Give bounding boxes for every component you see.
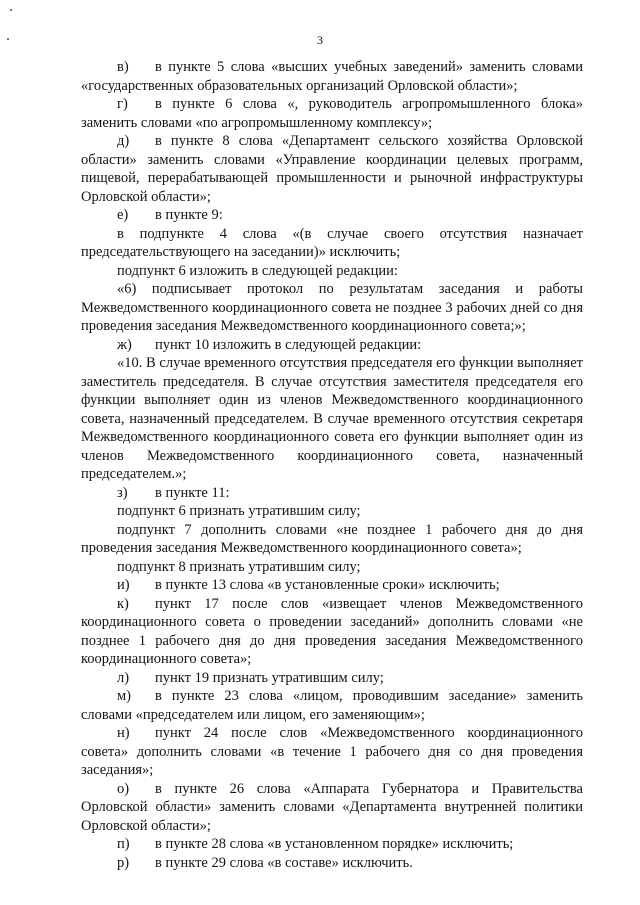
paragraph: подпункт 7 дополнить словами «не позднее 1 рабочего дня до дня проведения заседания Межведомственного координационного совета»; — [81, 521, 583, 556]
scan-speck — [10, 9, 12, 11]
list-item — [81, 854, 583, 873]
list-item — [81, 669, 583, 688]
item-text: в пункте 8 слова «Департамент сельского хозяйства Орловской области» заменить словами «Управление координации целевых программ, пищевой, перерабатывающей промышленности и рыночной инфраструктуры Орловской области»; — [81, 133, 583, 205]
list-item — [81, 687, 583, 724]
item-letter: л) — [117, 669, 130, 686]
list-item — [81, 58, 583, 95]
item-letter: г) — [117, 96, 128, 112]
list-item — [81, 206, 583, 225]
list-item — [81, 780, 583, 836]
list-item — [81, 336, 583, 355]
item-letter: е) — [117, 207, 129, 223]
item-text: в пункте 29 слова «в составе» исключить. — [155, 854, 413, 871]
item-text: пункт 19 признать утратившим силу; — [155, 669, 384, 686]
paragraph: подпункт 6 изложить в следующей редакции: — [117, 262, 398, 279]
item-letter: п) — [117, 836, 130, 852]
list-item — [81, 595, 583, 669]
page-number: 3 — [317, 33, 323, 47]
item-letter: м) — [117, 688, 132, 704]
list-item — [81, 576, 583, 595]
item-text: в пункте 11: — [155, 484, 230, 501]
list-item — [81, 484, 583, 503]
list-item — [81, 835, 583, 854]
paragraph: «6) подписывает протокол по результатам заседания и работы Межведомственного координационного совета не позднее 3 рабочих дней со дня проведения заседания Межведомственного координационного совета;»; — [81, 281, 583, 334]
item-letter: о) — [117, 780, 130, 797]
paragraph: подпункт 8 признать утратившим силу; — [117, 558, 361, 575]
item-text: в пункте 26 слова «Аппарата Губернатора и Правительства Орловской области» заменить словами «Департамента внутренней политики Орловской области»; — [81, 780, 583, 834]
item-text: в пункте 5 слова «высших учебных заведений» заменить словами «государственных образовательных организаций Орловской области»; — [81, 59, 583, 94]
item-letter: р) — [117, 854, 130, 871]
item-text: в пункте 23 слова «лицом, проводившим заседание» заменить словами «председателем или лицом, его заменяющим»; — [81, 688, 583, 723]
item-text: пункт 17 после слов «извещает членов Межведомственного координационного совета о проведении заседаний» дополнить словами «не позднее 1 рабочего дня до дня проведения заседания Межведомственного координационного совета»; — [81, 595, 583, 667]
item-text: в пункте 28 слова «в установленном порядке» исключить; — [155, 836, 514, 852]
item-text: пункт 24 после слов «Межведомственного координационного совета» дополнить словами «в течение 1 рабочего дня со дня проведения заседания»; — [81, 725, 583, 778]
item-text: пункт 10 изложить в следующей редакции: — [155, 336, 422, 353]
item-text: в пункте 13 слова «в установленные сроки» исключить; — [155, 577, 500, 593]
item-text: в пункте 6 слова «, руководитель агропромышленного блока» заменить словами «по агропромышленному комплексу»; — [81, 96, 583, 131]
list-item — [81, 95, 583, 132]
list-item — [81, 132, 583, 206]
item-letter: н) — [117, 725, 130, 741]
document-body — [81, 58, 583, 872]
item-letter: з) — [117, 484, 128, 501]
item-letter: д) — [117, 133, 130, 149]
item-letter: к) — [117, 595, 129, 612]
paragraph: подпункт 6 признать утратившим силу; — [117, 503, 361, 519]
list-item — [81, 724, 583, 780]
item-letter: и) — [117, 577, 130, 593]
item-text: в пункте 9: — [155, 207, 223, 223]
item-letter: в) — [117, 59, 129, 75]
item-letter: ж) — [117, 336, 132, 353]
paragraph: «10. В случае временного отсутствия председателя его функции выполняет заместитель председателя. В случае отсутствия заместителя председателя его функции выполняет один из членов Межведомственного координационного совета, назначенный председателем. В случае временного отсутствия секретаря Межведомственного координационного совета его функции выполняет один из членов Межведомственного координационного совета, назначенный председателем.»; — [81, 355, 583, 482]
paragraph: в подпункте 4 слова «(в случае своего отсутствия назначает председательствующего на заседании)» исключить; — [81, 225, 583, 260]
